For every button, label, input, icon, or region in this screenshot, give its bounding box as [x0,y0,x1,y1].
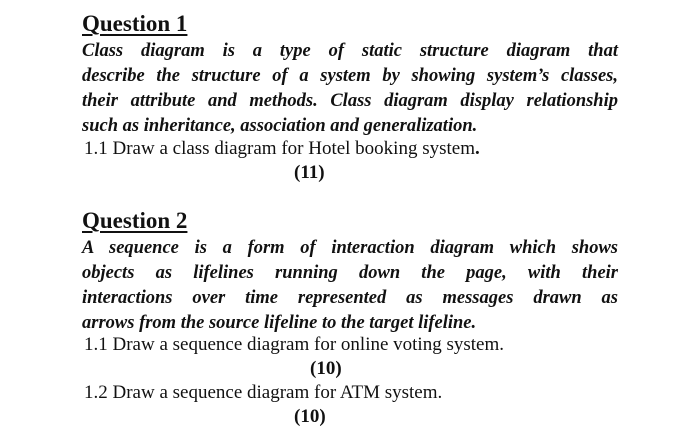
question-1-task-1 [84,137,480,161]
description-line: describe the structure of a system by showing system’s classes, [82,66,618,86]
task-end: . [437,382,443,403]
task-text: 1.2 Draw a sequence diagram for ATM system [84,382,438,403]
question-2-description [82,236,618,336]
description-line: interactions over time represented as messages drawn as [82,288,618,308]
question-2-task-2 [84,381,442,405]
question-2-task-1 [84,333,504,357]
question-1-description [82,39,618,139]
description-line: Class diagram is a type of static structure diagram that [82,41,618,61]
question-2-heading: Question 2 [82,208,188,233]
task-text: 1.1 Draw a sequence diagram for online voting system [84,334,500,355]
description-line: such as inheritance, association and generalization. [82,116,478,136]
description-line: A sequence is a form of interaction diagram which shows [82,238,618,258]
description-line: arrows from the source lifeline to the target lifeline. [82,313,477,333]
task-end: . [475,138,480,159]
question-2-task-2-marks: (10) [294,406,326,427]
question-2-task-1-marks: (10) [310,358,342,379]
task-text: 1.1 Draw a class diagram for Hotel booking system [84,138,475,159]
description-line: objects as lifelines running down the page, with their [82,263,618,283]
description-line: their attribute and methods. Class diagram display relationship [82,91,618,111]
question-1-task-1-marks: (11) [294,162,325,183]
task-end: . [499,334,504,355]
question-1-heading: Question 1 [82,11,188,36]
